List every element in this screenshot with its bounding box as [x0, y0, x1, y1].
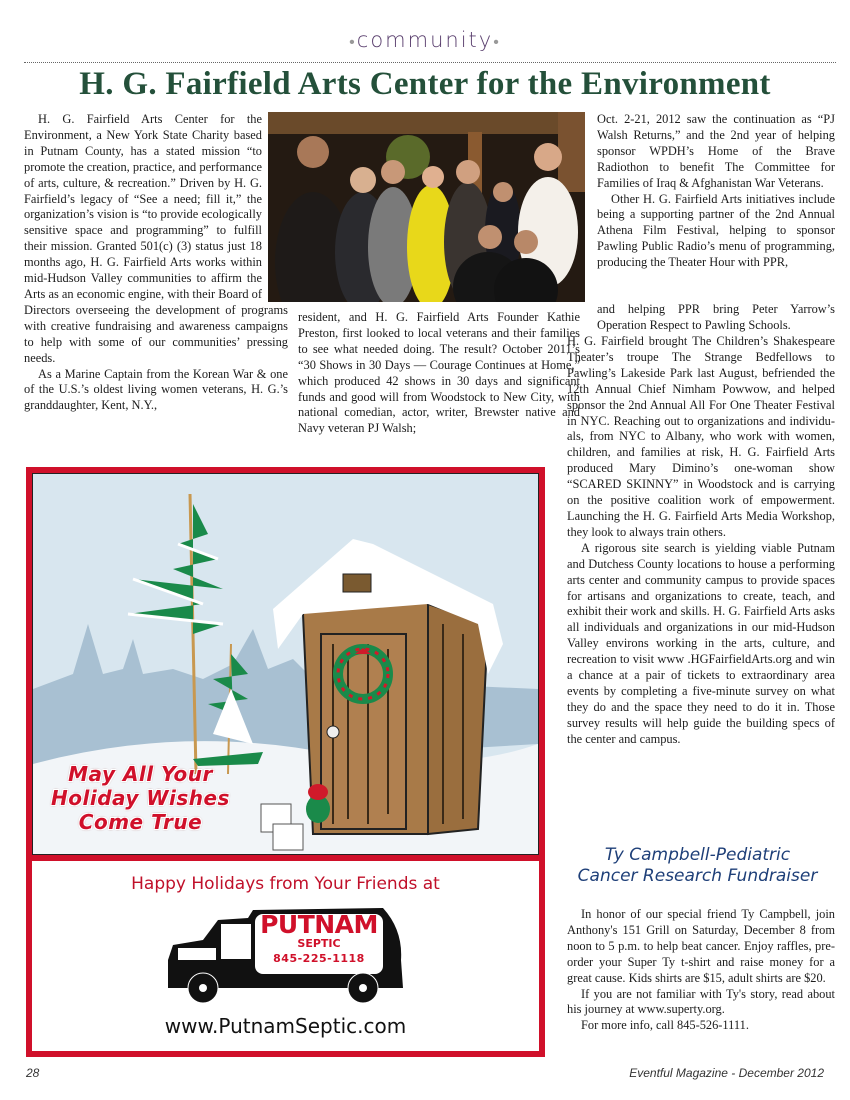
article-column-3-bottom: [567, 334, 835, 748]
fundraiser-title-line-1: Ty Campbell-Pediatric: [604, 845, 791, 865]
logo-phone: 845-225-1118: [273, 952, 365, 965]
article-paragraph-5: Other H. G. Fairfield Arts initiatives include being a supporting partner of the 2nd Annual Athena Film Festival, helping to sponsor Pawling Public Radio’s menu of programming, producing the Theater Hour with PPR,: [597, 191, 835, 270]
fundraiser-body: [567, 907, 835, 1034]
article-paragraph-6: A rigorous site search is yielding viable Putnam and Dutchess County locations to house a performing arts center and community campus to provide spaces for artisans and organizations to create, teach, and exhibit their work and skills. H. G. Fairfield Arts asks all individuals and organizations in our mid-Hudson Valley environs working in the arts, culture, and recreation to visit www .HGFairfieldArts.org and win a chance at a pair of tickets to extraordinary area events by completing a five-minute survey on what they do and the space they need to do it in. Those survey results will help guide the building specs of the center and campus.: [567, 540, 835, 746]
holiday-greeting: [33, 762, 248, 834]
greeting-line-2: Holiday Wishes: [51, 786, 230, 810]
article-paragraph-2: As a Marine Captain from the Korean War & one of the U.S.’s oldest living women veterans, H. G.’s granddaughter, Kent, N.Y.,: [24, 366, 288, 413]
group-photo: [268, 112, 585, 302]
page-number: 28: [26, 1066, 40, 1080]
article-paragraph-3: resident, and H. G. Fairfield Arts Founder Kathie Preston, first looked to local veterans and their families to see what needed doing. The result? October 2011’s “30 Shows in 30 Days — Courage Continues at Home,” which produced 42 shows in 30 days and significant funds and good will from Woodstock to New City, with national comedian, actor, writer, Brewster native and Navy veteran PJ Walsh;: [298, 310, 580, 436]
ad-headline: Happy Holidays from Your Friends at: [131, 874, 440, 894]
publication-name: Eventful Magazine - December 2012: [629, 1066, 824, 1080]
greeting-line-3: Come True: [78, 810, 203, 834]
septic-truck-logo: [163, 900, 408, 1005]
article-paragraph-4: Oct. 2-21, 2012 saw the continuation as “PJ Walsh Returns,” and the 2nd year of helping sponsor WPDH’s Home of the Brave Radiothon to benefit The Committee for Families of Iraq & Afghanistan War Veterans.: [597, 112, 835, 190]
article-column-3-top: [597, 112, 835, 271]
fundraiser-title-line-2: Cancer Research Fundraiser: [577, 866, 818, 886]
section-name: community: [356, 28, 494, 52]
article-column-1-flow: [24, 112, 288, 467]
article-column-3-mid: [597, 302, 835, 334]
ad-divider: [32, 855, 539, 861]
greeting-line-1: May All Your: [68, 762, 213, 786]
fundraiser-paragraph-1: In honor of our special friend Ty Campbell, join Anthony's 151 Grill on Saturday, December 8 from noon to 5 p.m. to help beat cancer. Enjoy raffles, pre-order your Super Ty t-shirt and raise money for a great cause. Kids shirts are $15, adult shirts are $20.: [567, 907, 835, 985]
holiday-card: [32, 473, 539, 855]
ad-website-link[interactable]: www.PutnamSeptic.com: [164, 1014, 407, 1038]
logo-sub: SEPTIC: [297, 937, 341, 950]
fundraiser-paragraph-3: For more info, call 845-526-1111.: [581, 1018, 749, 1033]
article-paragraph-5b: and helping PPR bring Peter Yarrow’s Operation Respect to Pawling Schools.: [597, 302, 835, 332]
fundraiser-title: [560, 845, 835, 887]
header-divider: [24, 62, 836, 63]
logo-name: PUTNAM: [260, 910, 378, 939]
article-title: H. G. Fairfield Arts Center for the Environment: [79, 66, 771, 102]
article-column-2: [298, 310, 580, 437]
article-paragraph-5c: H. G. Fairfield brought The Children’s Shakespeare Theater’s troupe The Strange Bedfellows to Pawling’s Lakeside Park last August, befriended the 12th Annual Chief Nimham Powwow, and helped sponsor the 2nd Annual All For One Theater Festival in NYC. Reaching out to organizations and individuals, from NYC to Albany, who work with women, children, and families at risk, H. G. Fairfield Arts produced Mary Dimino’s one-woman show “SCARED SKINNY” in Woodstock and is carrying on the positive coalition work of empowerment. Launching the H. G. Fairfield Arts Media Workshop, they look to always train others.: [567, 334, 835, 539]
article-paragraph-1: H. G. Fairfield Arts Center for the Environment, a New York State Charity based in Putnam County, has a stated mission “to promote the creation, practice, and performance of arts, culture, & recreation.” Driven by H. G. Fairfield’s legacy of “See a need; fill it,” the organization’s vision is “to provide ecologically sensitive space and programming” to fulfill their mission. Granted 501(c) (3) status just 18 months ago, H. G. Fairfield Arts works within mid-Hudson Valley communities to affirm the Arts as an economic engine, with their Board of Directors overseeing the development of programs with creative fundraising and awareness campaigns to help with some of our communities’ pressing needs.: [24, 112, 288, 365]
section-label: •community•: [349, 28, 501, 52]
fundraiser-paragraph-2: If you are not familiar with Ty's story, read about his journey at www.superty.org.: [567, 986, 835, 1017]
group-photo-image: [268, 112, 585, 302]
